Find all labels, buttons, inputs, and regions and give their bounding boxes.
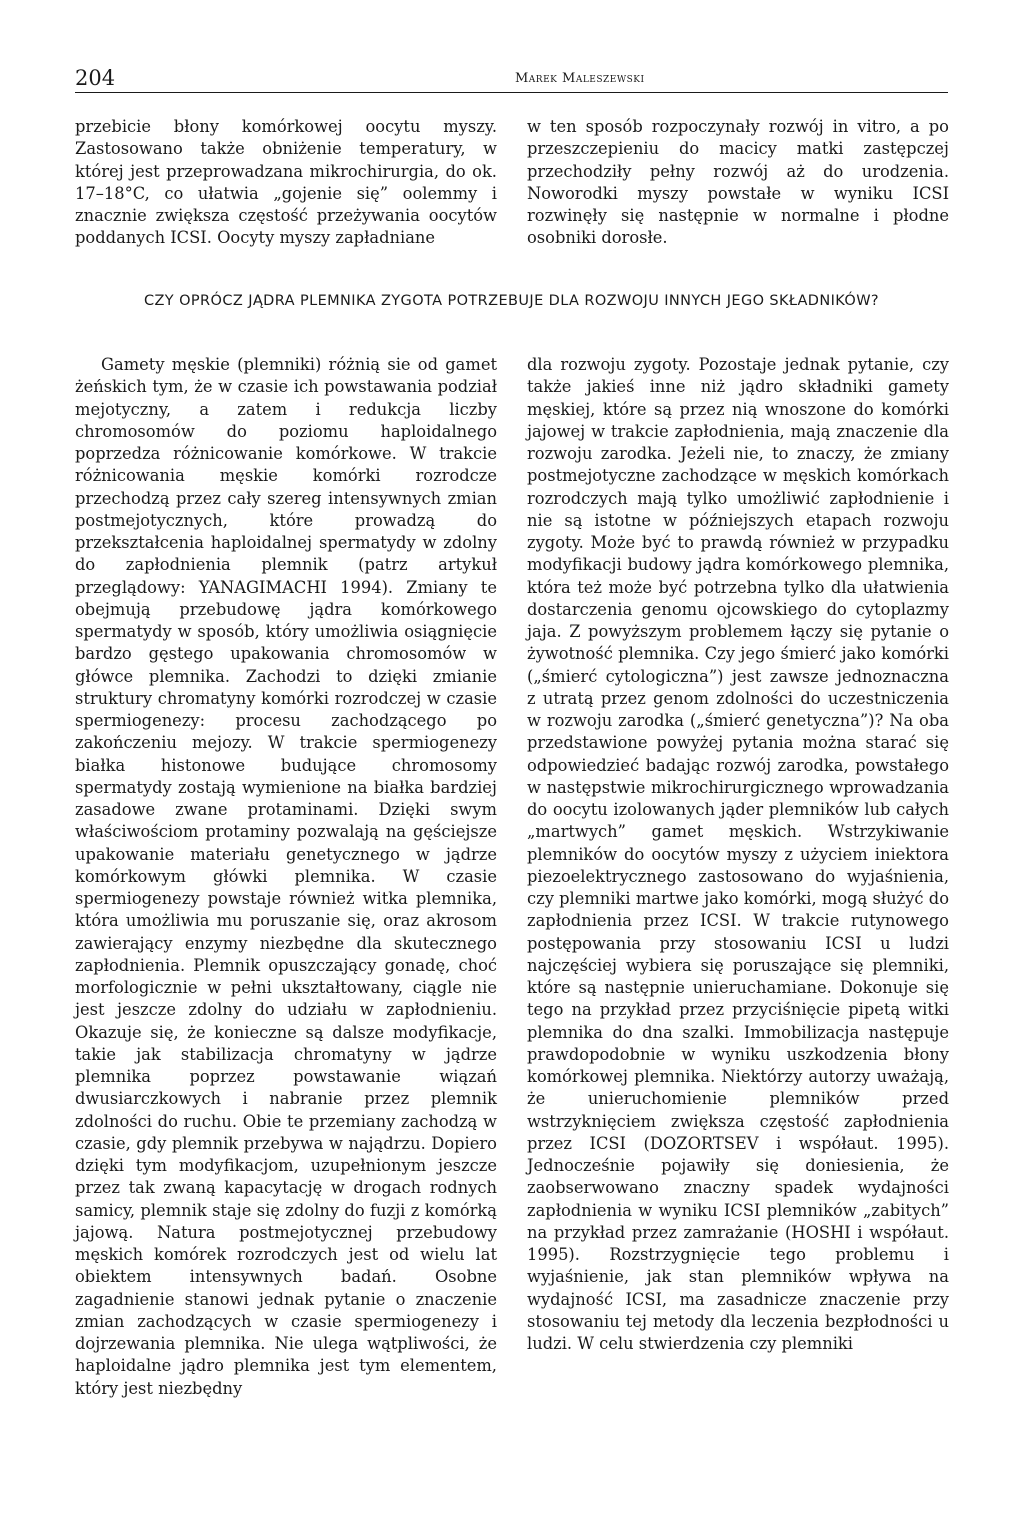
page-number: 204: [75, 66, 116, 90]
running-head: Marek Maleszewski: [515, 71, 645, 86]
top-right-paragraph: w ten sposób rozpoczynały rozwój in vitro, a po przeszczepieniu do macicy matki zastępczej przechodziły pełny rozwój aż do urodzenia. Noworodki myszy powstałe w wyniku ICSI rozwinęły się następnie w normalne i płodne osobniki dorosłe.: [527, 117, 949, 248]
body-right-paragraph: dla rozwoju zygoty. Pozostaje jednak pytanie, czy także jakieś inne niż jądro składniki gamety męskiej, które są przez nią wnoszone do komórki jajowej w trakcie zapłodnienia, mają znaczenie dla rozwoju zarodka. Jeżeli nie, to znaczy, że zmiany postmejotyczne zachodzące w męskich komórkach rozrodczych mają tylko umożliwić zapłodnienie i nie są istotne w późniejszych etapach rozwoju zygoty. Może być to prawdą również w przypadku modyfikacji budowy jądra komórkowego plemnika, która też może być potrzebna tylko dla ułatwienia dostarczenia genomu ojcowskiego do cytoplazmy jaja. Z powyższym problemem łączy się pytanie o żywotność plemnika. Czy jego śmierć jako komórki („śmierć cytologiczna”) jest zawsze jednoznaczna z utratą przez genom zdolności do uczestniczenia w rozwoju zarodka („śmierć genetyczna”)? Na oba przedstawione powyżej pytania można starać się odpowiedzieć badając rozwój zarodka, powstałego w następstwie mikrochirurgicznego wprowadzania do oocytu izolowanych jąder plemników lub całych „martwych” gamet męskich. Wstrzykiwanie plemników do oocytów myszy z użyciem iniektora piezoelektrycznego zastosowano do wyjaśnienia, czy plemniki martwe jako komórki, mogą służyć do zapłodnienia przez ICSI. W trakcie rutynowego postępowania przy stosowaniu ICSI u ludzi najczęściej wybiera się poruszające się plemniki, które są następnie unieruchamiane. Dokonuje się tego na przykład przez przyciśnięcie pipetą witki plemnika do dna szalki. Immobilizacja następuje prawdopodobnie w wyniku uszkodzenia błony komórkowej plemnika. Niektórzy autorzy uważają, że unieruchomienie plemników przed wstrzyknięciem zwiększa częstość zapłodnienia przez ICSI (DOZORTSEV i współaut. 1995). Jednocześnie pojawiły się doniesienia, że zaobserwowano znaczny spadek wydajności zapłodnienia w wyniku ICSI plemników „zabitych” na przykład przez zamrażanie (HOSHI i współaut. 1995). Rozstrzygnięcie tego problemu i wyjaśnienie, jak stan plemników wpływa na wydajność ICSI, ma zasadnicze znaczenie przy stosowaniu tej metody dla leczenia bezpłodności u ludzi. W celu stwierdzenia czy plemniki: [527, 355, 949, 1353]
body-left-column: [75, 354, 497, 1400]
top-right-column: [527, 116, 949, 250]
top-left-column: [75, 116, 497, 250]
body-right-column: [527, 354, 949, 1355]
top-left-paragraph: przebicie błony komórkowej oocytu myszy. Zastosowano także obniżenie temperatury, w której jest przeprowadzana mikrochirurgia, do ok. 17–18°C, co ułatwia „gojenie się” oolemmy i znacznie zwiększa częstość przeżywania oocytów poddanych ICSI. Oocyty myszy zapładniane: [75, 117, 497, 248]
page-header: [75, 66, 948, 93]
body-left-paragraph: Gamety męskie (plemniki) różnią sie od gamet żeńskich tym, że w czasie ich powstawania podział mejotyczny, a zatem i redukcja liczby chromosomów do poziomu haploidalnego poprzedza różnicowanie komórkowe. W trakcie różnicowania męskie komórki rozrodcze przechodzą przez cały szereg intensywnych zmian postmejotycznych, które prowadzą do przekształcenia haploidalnej spermatydy w zdolny do zapłodnienia plemnik (patrz artykuł przeglądowy: YANAGIMACHI 1994). Zmiany te obejmują przebudowę jądra komórkowego spermatydy w sposób, który umożliwia osiągnięcie bardzo gęstego upakowania chromosomów w główce plemnika. Zachodzi to dzięki zmianie struktury chromatyny komórki rozrodczej w czasie spermiogenezy: procesu zachodzącego po zakończeniu mejozy. W trakcie spermiogenezy białka histonowe budujące chromosomy spermatydy zostają wymienione na białka bardziej zasadowe zwane protaminami. Dzięki swym właściwościom protaminy pozwalają na gęściejsze upakowanie materiału genetycznego w jądrze komórkowym główki plemnika. W czasie spermiogenezy powstaje również witka plemnika, która umożliwia mu poruszanie się, oraz akrosom zawierający enzymy niezbędne dla skutecznego zapłodnienia. Plemnik opuszczający gonadę, choć morfologicznie w pełni ukształtowany, ciągle nie jest jeszcze zdolny do udziału w zapłodnieniu. Okazuje się, że konieczne są dalsze modyfikacje, takie jak stabilizacja chromatyny w jądrze plemnika poprzez powstawanie wiązań dwusiarczkowych i nabranie przez plemnik zdolności do ruchu. Obie te przemiany zachodzą w czasie, gdy plemnik przebywa w najądrzu. Dopiero dzięki tym modyfikacjom, uzupełnionym jeszcze przez tak zwaną kapacytację w drogach rodnych samicy, plemnik staje się zdolny do fuzji z komórką jajową. Natura postmejotycznej przebudowy męskich komórek rozrodczych jest od wielu lat obiektem intensywnych badań. Osobne zagadnienie stanowi jednak pytanie o znaczenie zmian zachodzących w czasie spermiogenezy i dojrzewania plemnika. Nie ulega wątpliwości, że haploidalne jądro plemnika jest tym elementem, który jest niezbędny: [75, 355, 497, 1398]
section-heading: CZY OPRÓCZ JĄDRA PLEMNIKA ZYGOTA POTRZEBUJE DLA ROZWOJU INNYCH JEGO SKŁADNIKÓW?: [143, 293, 880, 309]
